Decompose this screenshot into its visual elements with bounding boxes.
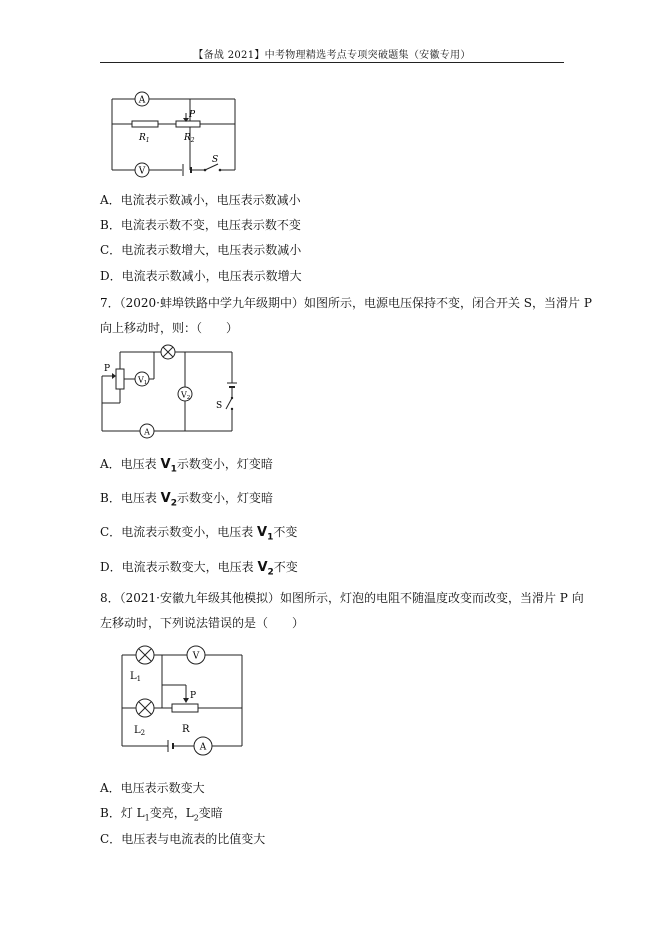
- circuit-figure-2: [96, 343, 240, 440]
- slider-arrowhead: [183, 698, 189, 703]
- q8-stem-line1: 8．（2021·安徽九年级其他模拟）如图所示，灯泡的电阻不随温度改变而改变，当滑片 P 向: [100, 591, 584, 605]
- resistor-r2: [176, 121, 200, 127]
- slider-label: P: [189, 110, 196, 120]
- q8-stem-line2: 左移动时，下列说法错误的是（ ）: [100, 616, 305, 630]
- q6-option-d: D．电流表示数减小，电压表示数增大: [100, 269, 302, 283]
- q7-option-d: D．电流表示数变大，电压表 $V_2$不变: [100, 560, 298, 578]
- slider-arrowhead: [112, 373, 116, 379]
- resistor-r1-label: $R_1$: [139, 133, 150, 144]
- resistor-r1: [132, 121, 158, 127]
- q7-option-b: B．电压表 $V_2$示数变小，灯变暗: [100, 491, 273, 509]
- q7-stem-line1: 7．（2020·蚌埠铁路中学九年级期中）如图所示，电源电压保持不变，闭合开关 S，当滑片 P: [100, 296, 592, 310]
- switch-label: S: [216, 401, 223, 411]
- switch-contact: [231, 408, 233, 410]
- switch-pivot: [231, 397, 233, 399]
- voltmeter-label: V: [192, 651, 200, 662]
- q8-option-b: B．灯 $L_1$变亮，$L_2$变暗: [100, 806, 223, 823]
- ammeter-label: A: [138, 95, 146, 106]
- q7-option-a: A．电压表 $V_1$示数变小，灯变暗: [100, 457, 273, 475]
- slider-label: P: [104, 364, 111, 374]
- resistor-r2-label: $R_2$: [184, 133, 195, 144]
- circuit-figure-1: [108, 88, 240, 178]
- ammeter-label: A: [199, 742, 207, 753]
- ammeter-label: A: [144, 427, 150, 437]
- voltmeter-v1-label: V1: [138, 375, 148, 386]
- q6-option-a: A．电流表示数减小，电压表示数减小: [100, 193, 301, 207]
- lamp-l1-label: $L_1$: [130, 671, 142, 683]
- switch-contact: [219, 169, 222, 172]
- lamp-l2-label: $L_2$: [134, 725, 146, 737]
- voltmeter-v2-label: V2: [181, 390, 191, 401]
- rheostat-r-label: R: [182, 724, 190, 735]
- q6-option-c: C．电流表示数增大，电压表示数减小: [100, 243, 302, 257]
- page-header: 【备战 2021】中考物理精选考点专项突破题集（安徽专用）: [193, 50, 471, 61]
- slider-label: P: [190, 691, 197, 701]
- q7-stem-line2: 向上移动时，则：（ ）: [100, 321, 239, 335]
- q8-option-c: C．电压表与电流表的比值变大: [100, 832, 266, 846]
- circuit-figure-3: [116, 640, 246, 756]
- q8-option-a: A．电压表示数变大: [100, 781, 205, 795]
- rheostat: [116, 369, 124, 389]
- switch-pivot: [204, 169, 207, 172]
- voltmeter-label: V: [138, 166, 146, 177]
- switch-label: S: [212, 155, 219, 165]
- q6-option-b: B．电流表示数不变，电压表示数不变: [100, 218, 301, 232]
- rheostat-r: [172, 704, 198, 712]
- q7-option-c: C．电流表示数变小，电压表 $V_1$不变: [100, 525, 298, 543]
- header-rule: [100, 62, 564, 63]
